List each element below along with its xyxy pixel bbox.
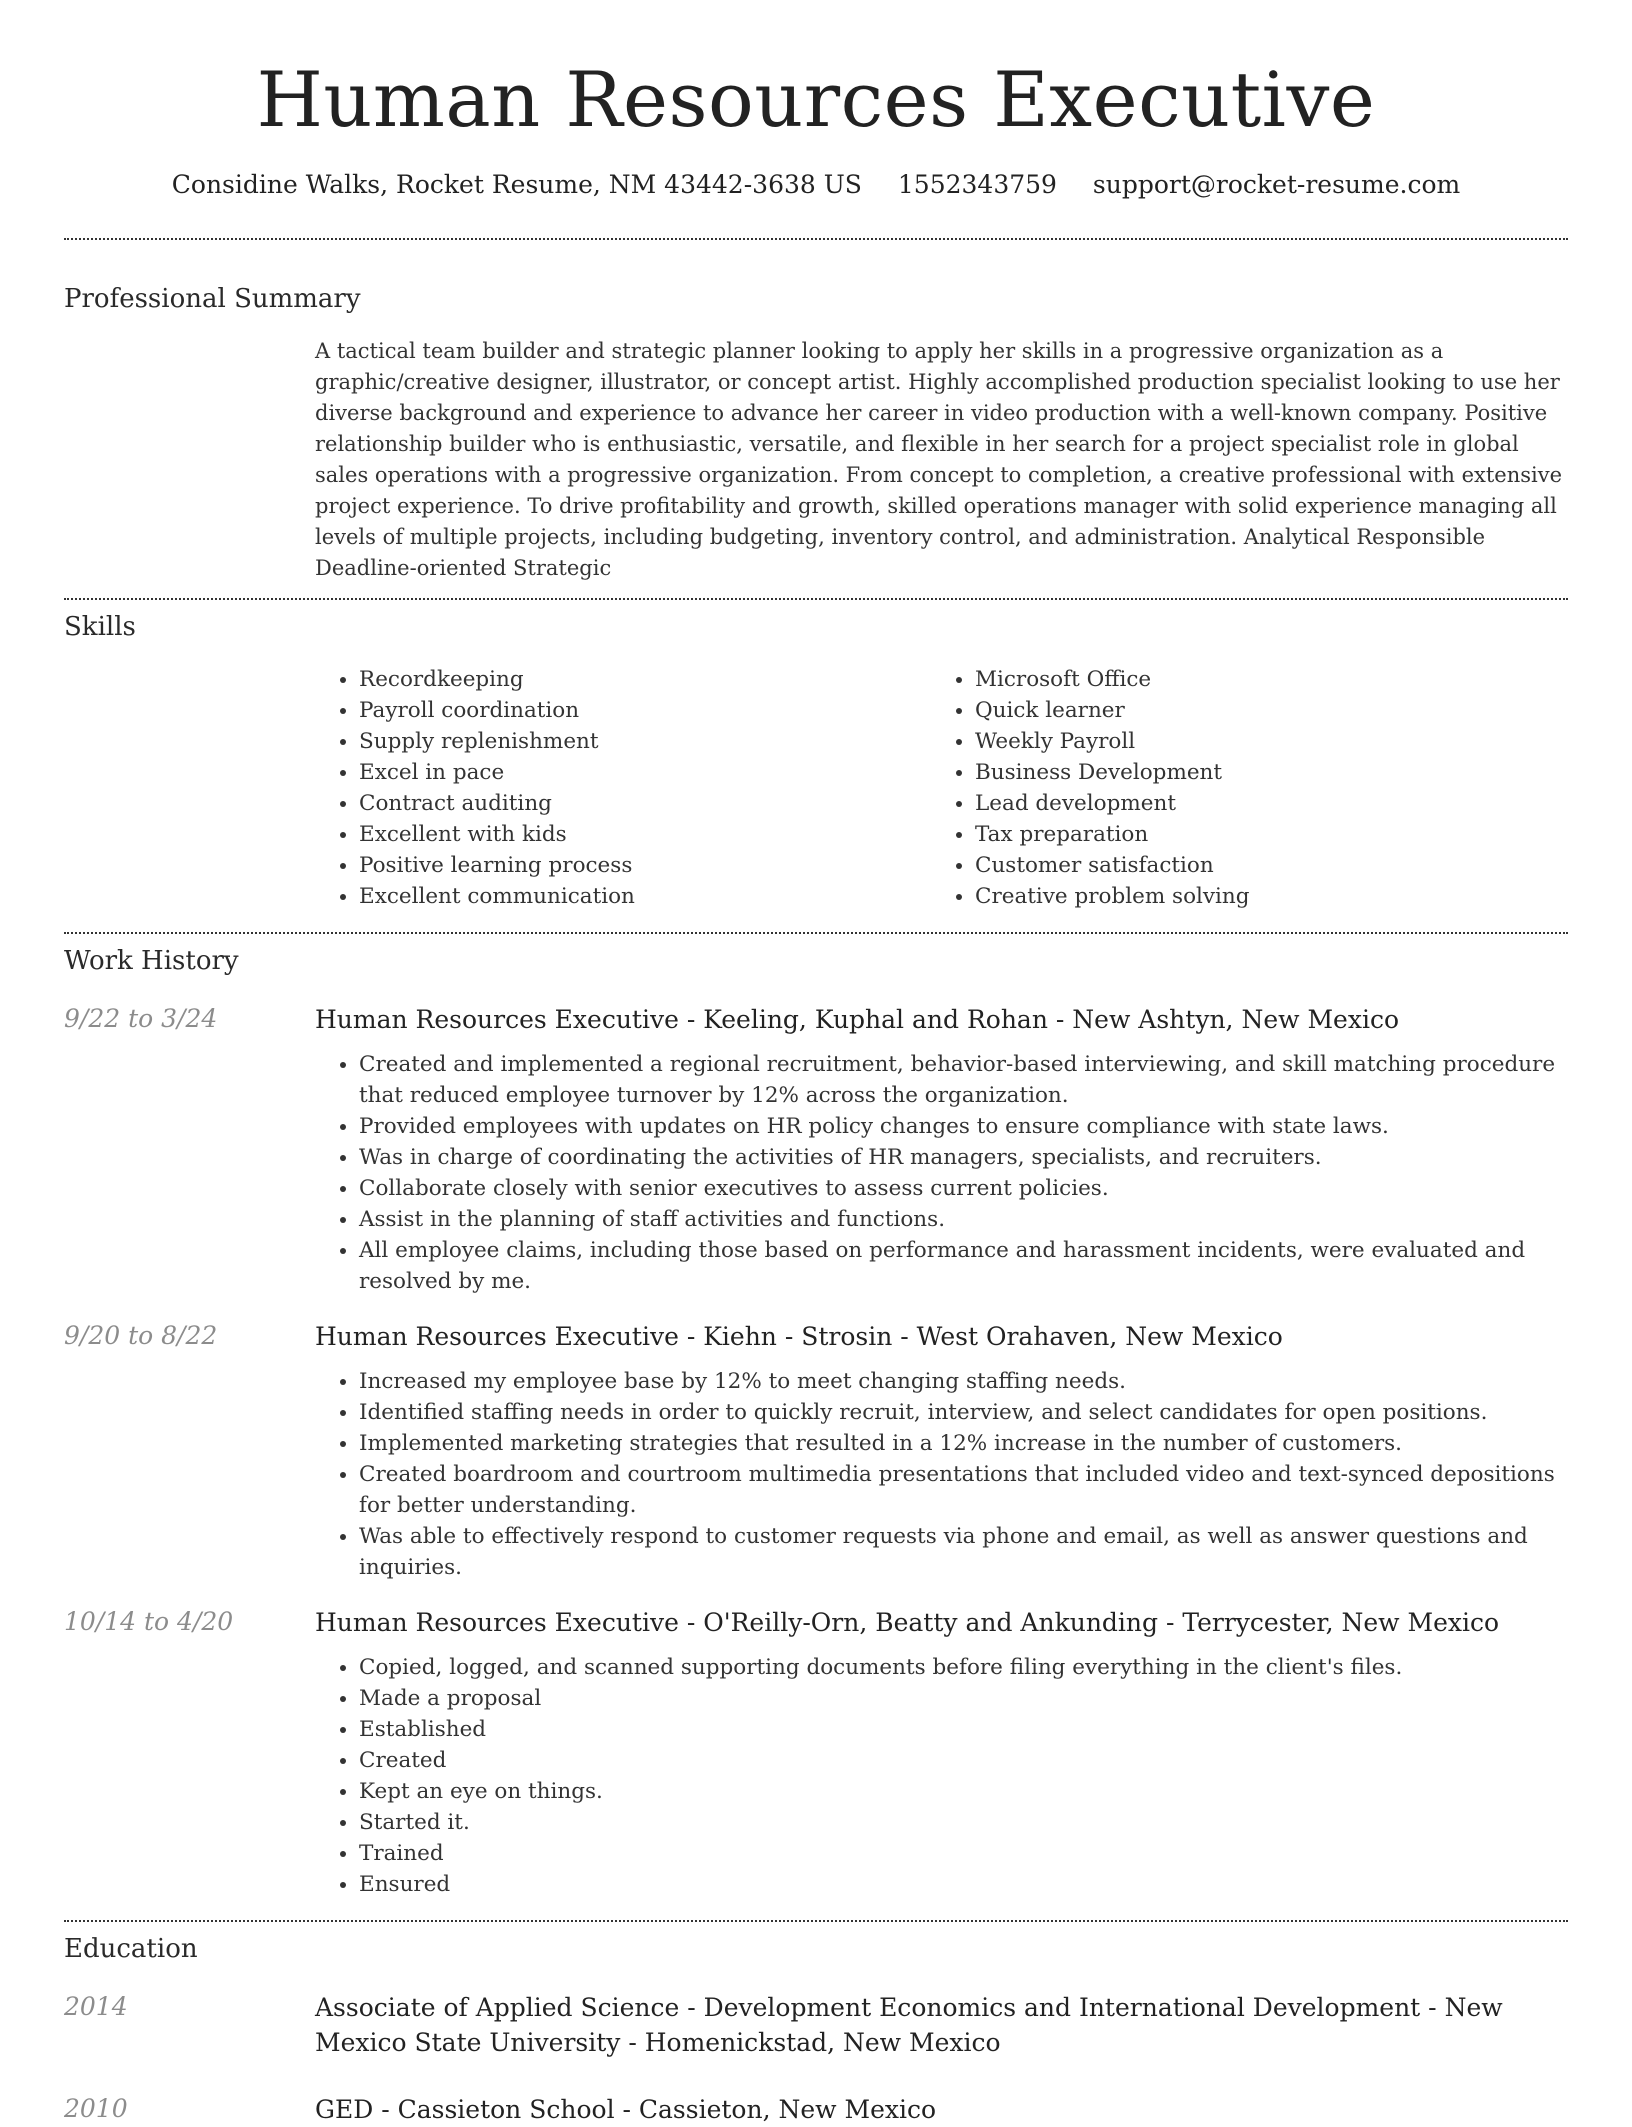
job-bullet: • Identified staffing needs in order to quickly recruit, interview, and select candidates for open positions. bbox=[359, 1397, 1568, 1428]
job-body bbox=[315, 1319, 1568, 1583]
contact-phone: 1552343759 bbox=[897, 170, 1057, 199]
job-entry bbox=[64, 1605, 1568, 1900]
job-bullet: • Assist in the planning of staff activities and functions. bbox=[359, 1204, 1568, 1235]
education-entry bbox=[64, 1990, 1568, 2060]
contact-email: support@rocket-resume.com bbox=[1092, 170, 1461, 199]
job-bullet: • Collaborate closely with senior executives to assess current policies. bbox=[359, 1173, 1568, 1204]
job-bullet: • Provided employees with updates on HR policy changes to ensure compliance with state laws. bbox=[359, 1111, 1568, 1142]
education-title: Associate of Applied Science - Development Economics and International Development - New Mexico State University - Homenickstad, New Mexico bbox=[315, 1993, 1503, 2057]
job-bullet: • Was in charge of coordinating the activities of HR managers, specialists, and recruiters. bbox=[359, 1142, 1568, 1173]
summary-text: A tactical team builder and strategic planner looking to apply her skills in a progressive organization as a graphic/creative designer, illustrator, or concept artist. Highly accomplished production specialist looking to use her diverse background and experience to advance her career in video production with a well-known company. Positive relationship builder who is enthusiastic, versatile, and flexible in her search for a project specialist role in global sales operations with a progressive organization. From concept to completion, a creative professional with extensive project experience. To drive profitability and growth, skilled operations manager with solid experience managing all levels of multiple projects, including budgeting, inventory control, and administration. Analytical Responsible Deadline-oriented Strategic bbox=[315, 339, 1563, 580]
header-divider bbox=[64, 238, 1568, 240]
skill-item: • Positive learning process bbox=[359, 850, 931, 881]
job-bullet: • Created boardroom and courtroom multimedia presentations that included video and text-synced depositions for better understanding. bbox=[359, 1459, 1568, 1521]
job-bullet: • All employee claims, including those based on performance and harassment incidents, were evaluated and resolved by me. bbox=[359, 1235, 1568, 1297]
work-divider bbox=[64, 1920, 1568, 1922]
skill-item: • Quick learner bbox=[975, 695, 1535, 726]
job-dates: 9/20 to 8/22 bbox=[64, 1321, 218, 1350]
skill-item: • Recordkeeping bbox=[359, 664, 931, 695]
job-entry bbox=[64, 1319, 1568, 1583]
skills-column-right bbox=[931, 664, 1535, 912]
skill-item: • Weekly Payroll bbox=[975, 726, 1535, 757]
education-body bbox=[315, 1990, 1568, 2060]
job-bullet: • Was able to effectively respond to customer requests via phone and email, as well as answer questions and inquiries. bbox=[359, 1521, 1568, 1583]
skill-item: • Contract auditing bbox=[359, 788, 931, 819]
job-body bbox=[315, 1605, 1568, 1900]
job-bullet: • Made a proposal bbox=[359, 1683, 1568, 1714]
job-bullet: • Kept an eye on things. bbox=[359, 1776, 1568, 1807]
skills-divider bbox=[64, 932, 1568, 934]
job-bullets bbox=[315, 1652, 1568, 1900]
job-entry bbox=[64, 1002, 1568, 1297]
contact-line bbox=[64, 168, 1568, 202]
summary-divider bbox=[64, 598, 1568, 600]
skill-item: • Lead development bbox=[975, 788, 1535, 819]
job-dates: 9/22 to 3/24 bbox=[64, 1004, 218, 1033]
skill-item: • Supply replenishment bbox=[359, 726, 931, 757]
skills-heading: Skills bbox=[64, 612, 136, 642]
education-year: 2014 bbox=[64, 1992, 128, 2021]
job-bullet: • Created and implemented a regional recruitment, behavior-based interviewing, and skill matching procedure that reduced employee turnover by 12% across the organization. bbox=[359, 1049, 1568, 1111]
education-heading: Education bbox=[64, 1934, 198, 1964]
skill-item: • Customer satisfaction bbox=[975, 850, 1535, 881]
skill-item: • Excel in pace bbox=[359, 757, 931, 788]
work-heading: Work History bbox=[64, 946, 239, 976]
job-title: Human Resources Executive - O'Reilly-Orn, Beatty and Ankunding - Terrycester, New Mexico bbox=[315, 1608, 1500, 1637]
job-dates: 10/14 to 4/20 bbox=[64, 1607, 234, 1636]
education-body bbox=[315, 2092, 1568, 2127]
job-bullet: • Trained bbox=[359, 1838, 1568, 1869]
education-entry bbox=[64, 2092, 1568, 2127]
contact-address: Considine Walks, Rocket Resume, NM 43442-3638 US bbox=[171, 170, 862, 199]
job-bullet: • Created bbox=[359, 1745, 1568, 1776]
job-bullet: • Ensured bbox=[359, 1869, 1568, 1900]
resume-title: Human Resources Executive bbox=[256, 55, 1376, 144]
job-body bbox=[315, 1002, 1568, 1297]
education-title: GED - Cassieton School - Cassieton, New Mexico bbox=[315, 2095, 937, 2124]
job-bullet: • Established bbox=[359, 1714, 1568, 1745]
job-bullet: • Started it. bbox=[359, 1807, 1568, 1838]
skills-list bbox=[315, 664, 1568, 912]
job-bullet: • Implemented marketing strategies that resulted in a 12% increase in the number of customers. bbox=[359, 1428, 1568, 1459]
job-title: Human Resources Executive - Kiehn - Strosin - West Orahaven, New Mexico bbox=[315, 1322, 1283, 1351]
summary-heading: Professional Summary bbox=[64, 284, 361, 314]
resume-page bbox=[64, 0, 1568, 2127]
job-bullet: • Increased my employee base by 12% to meet changing staffing needs. bbox=[359, 1366, 1568, 1397]
skill-item: • Tax preparation bbox=[975, 819, 1535, 850]
skill-item: • Excellent with kids bbox=[359, 819, 931, 850]
skill-item: • Business Development bbox=[975, 757, 1535, 788]
skill-item: • Payroll coordination bbox=[359, 695, 931, 726]
job-title: Human Resources Executive - Keeling, Kuphal and Rohan - New Ashtyn, New Mexico bbox=[315, 1005, 1399, 1034]
education-year: 2010 bbox=[64, 2094, 128, 2123]
job-bullets bbox=[315, 1366, 1568, 1583]
skill-item: • Creative problem solving bbox=[975, 881, 1535, 912]
job-bullet: • Copied, logged, and scanned supporting documents before filing everything in the client's files. bbox=[359, 1652, 1568, 1683]
skill-item: • Microsoft Office bbox=[975, 664, 1535, 695]
skill-item: • Excellent communication bbox=[359, 881, 931, 912]
job-bullets bbox=[315, 1049, 1568, 1297]
skills-column-left bbox=[315, 664, 931, 912]
